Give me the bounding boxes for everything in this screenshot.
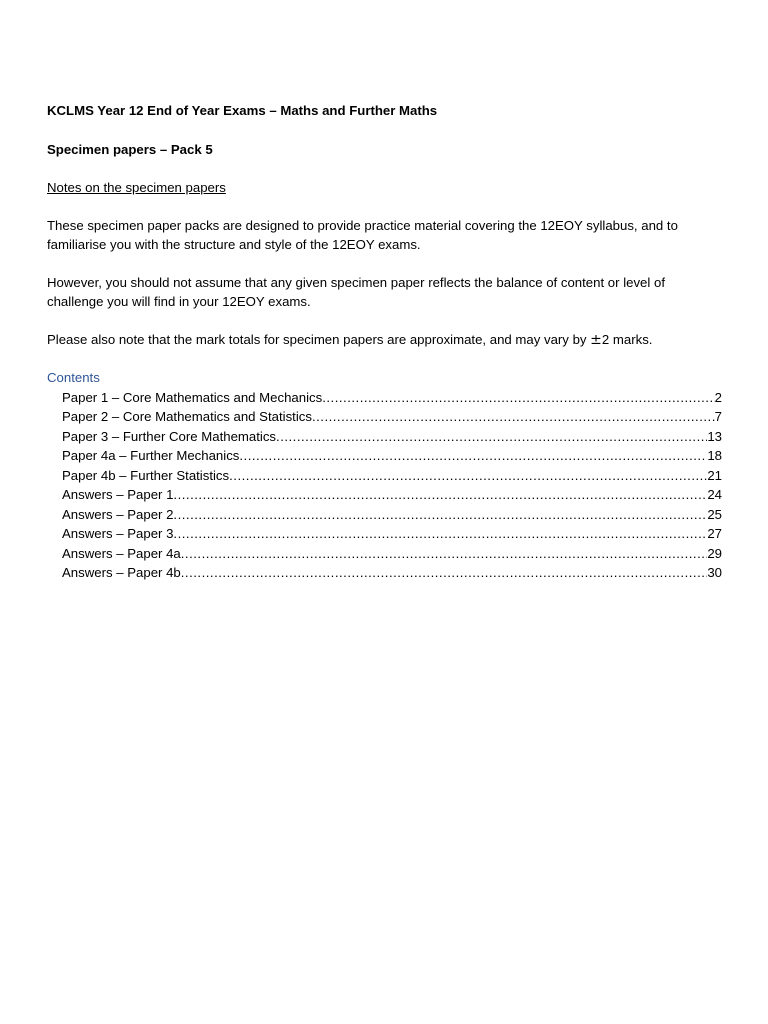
toc-entry[interactable]: [62, 466, 722, 486]
toc-entry-page: 25: [707, 506, 722, 522]
toc-entry-page: 29: [707, 545, 722, 561]
table-of-contents: [47, 388, 722, 583]
toc-leader-dots: [322, 388, 714, 408]
toc-entry[interactable]: [62, 485, 722, 505]
toc-leader-dots: [239, 446, 707, 466]
toc-entry-page: 18: [707, 448, 722, 463]
mark-note-text: Please also note that the mark totals for specimen papers are approximate, and may vary by: [47, 331, 591, 347]
toc-entry[interactable]: [62, 388, 722, 408]
toc-entry-label: Answers – Paper 1: [62, 487, 174, 502]
toc-leader-dots: [229, 466, 707, 486]
toc-entry[interactable]: [62, 524, 722, 544]
mark-note-paragraph: [47, 330, 722, 351]
toc-entry[interactable]: [62, 505, 722, 525]
toc-entry-page: 13: [707, 428, 722, 444]
toc-entry[interactable]: [62, 563, 722, 583]
intro-paragraph: These specimen paper packs are designed to provide practice material covering the 12EOY syllabus, and to familiarise you with the structure and style of the 12EOY exams.: [47, 217, 678, 252]
toc-leader-dots: [173, 505, 707, 525]
toc-entry-label: Answers – Paper 3: [62, 526, 174, 541]
toc-entry[interactable]: [62, 407, 722, 427]
mark-note-text-end: 2 marks.: [601, 331, 653, 347]
toc-entry-label: Paper 1 – Core Mathematics and Mechanics: [62, 389, 323, 405]
notes-heading: Notes on the specimen papers: [47, 180, 226, 195]
toc-entry-label: Answers – Paper 4b: [62, 565, 181, 580]
toc-leader-dots: [173, 485, 707, 505]
toc-entry-label: Answers – Paper 4a: [62, 545, 181, 561]
toc-entry-page: 30: [707, 565, 722, 580]
document-title: KCLMS Year 12 End of Year Exams – Maths and Further Maths: [47, 103, 438, 118]
toc-entry[interactable]: [62, 427, 722, 447]
toc-entry-page: 2: [714, 389, 722, 405]
toc-entry-label: Answers – Paper 2: [62, 506, 174, 522]
contents-heading: Contents: [47, 370, 100, 385]
toc-leader-dots: [173, 524, 707, 544]
toc-entry-page: 27: [707, 526, 722, 541]
document-body: [47, 101, 722, 583]
toc-leader-dots: [181, 563, 708, 583]
toc-leader-dots: [276, 427, 707, 447]
toc-entry-label: Paper 4a – Further Mechanics: [62, 448, 240, 463]
toc-entry[interactable]: [62, 446, 722, 466]
toc-entry-label: Paper 2 – Core Mathematics and Statistics: [62, 409, 312, 424]
toc-entry-label: Paper 3 – Further Core Mathematics: [62, 428, 277, 444]
toc-entry[interactable]: [62, 544, 722, 564]
caution-paragraph: However, you should not assume that any given specimen paper reflects the balance of content or level of challenge you will find in your 12EOY exams.: [47, 274, 665, 309]
toc-entry-page: 24: [707, 487, 722, 502]
plus-minus-symbol: ±: [590, 331, 602, 348]
toc-entry-page: 7: [714, 409, 722, 424]
toc-leader-dots: [312, 407, 715, 427]
document-subtitle: Specimen papers – Pack 5: [47, 141, 213, 157]
toc-leader-dots: [181, 544, 708, 564]
toc-entry-page: 21: [707, 467, 722, 483]
toc-entry-label: Paper 4b – Further Statistics: [62, 467, 230, 483]
